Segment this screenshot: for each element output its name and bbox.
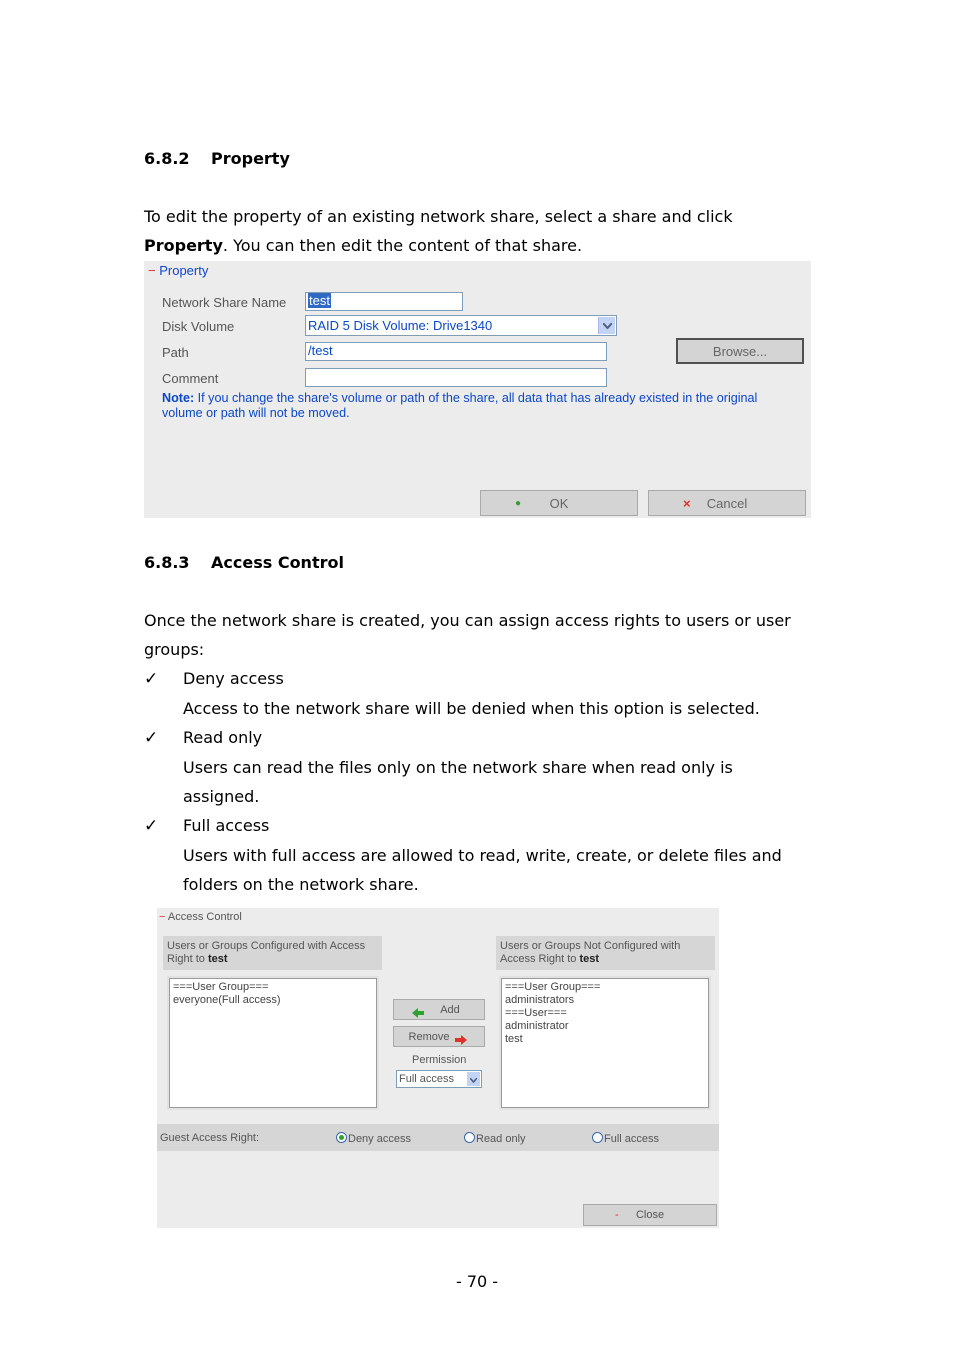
permission-label: Permission — [412, 1054, 467, 1066]
path-input[interactable]: /test — [305, 342, 607, 361]
list-item: ✓ Deny access — [144, 664, 824, 694]
browse-button[interactable]: Browse... — [676, 338, 804, 364]
list-item: ✓ Read only — [144, 723, 824, 753]
configured-list[interactable] — [169, 978, 377, 1108]
list-item: ✓ Full access — [144, 811, 824, 841]
guest-access-label: Guest Access Right: — [160, 1132, 260, 1144]
arrow-left-icon — [412, 1005, 424, 1025]
ok-button[interactable]: ● OK — [480, 490, 638, 516]
list-item[interactable]: ===User=== — [505, 1007, 567, 1019]
guest-option-deny[interactable]: Deny access — [336, 1132, 411, 1145]
list-item[interactable]: ===User Group=== — [173, 981, 269, 993]
list-item[interactable]: ===User Group=== — [505, 981, 601, 993]
radio-icon[interactable] — [592, 1132, 603, 1143]
check-icon: ✓ — [144, 669, 159, 689]
property-intro — [144, 202, 733, 260]
section-title: Access Control — [211, 553, 344, 572]
list-item[interactable]: test — [505, 1033, 523, 1045]
guest-option-full-access[interactable]: Full access — [592, 1132, 659, 1145]
radio-icon[interactable] — [464, 1132, 475, 1143]
intro-line: To edit the property of an existing network share, select a share and click — [144, 207, 733, 226]
check-icon: ✓ — [144, 728, 159, 748]
note-label: Note: — [162, 391, 195, 405]
list-item[interactable]: everyone(Full access) — [173, 994, 281, 1006]
access-control-panel — [157, 908, 719, 1228]
radio-selected-icon[interactable] — [336, 1132, 347, 1143]
intro-line: Property. You can then edit the content of that share. — [144, 236, 583, 255]
close-button[interactable]: - Close — [583, 1204, 717, 1226]
collapse-icon[interactable]: − — [159, 911, 166, 923]
remove-button[interactable]: Remove — [393, 1026, 485, 1047]
access-options-list: ✓ Deny access Access to the network share will be denied when this option is selected. ✓ Read only Users can read the files only on the network share when read only is assigned. ✓ Full access Users with full access are allowed to read, write, create, or delete files and folders on the network share. — [144, 664, 824, 899]
property-panel-header[interactable]: − Property — [148, 263, 209, 278]
intro-bold: Property — [144, 236, 223, 255]
cancel-button[interactable]: × Cancel — [648, 490, 806, 516]
label-path: Path — [162, 345, 189, 360]
property-panel — [144, 261, 811, 518]
chevron-down-icon[interactable] — [467, 1072, 480, 1086]
guest-option-read-only[interactable]: Read only — [464, 1132, 526, 1145]
label-disk-volume: Disk Volume — [162, 319, 235, 334]
permission-select[interactable]: Full access — [396, 1070, 482, 1088]
section-number: 6.8.3 — [144, 553, 190, 572]
list-item[interactable]: administrator — [505, 1020, 569, 1032]
section-title: Property — [211, 149, 290, 168]
comment-input[interactable] — [305, 368, 607, 387]
page-number: - 70 - — [455, 1272, 499, 1291]
list-item[interactable]: administrators — [505, 994, 575, 1006]
check-icon: ✓ — [144, 816, 159, 836]
arrow-right-icon — [455, 1032, 467, 1052]
disk-volume-select[interactable]: RAID 5 Disk Volume: Drive1340 — [305, 315, 617, 336]
label-comment: Comment — [162, 371, 219, 386]
section-heading-access-control — [144, 553, 344, 572]
access-intro: Once the network share is created, you can assign access rights to users or user groups: — [144, 611, 791, 659]
chevron-down-icon[interactable] — [598, 317, 615, 334]
not-configured-list[interactable] — [501, 978, 709, 1108]
guest-access-bar — [157, 1124, 719, 1151]
ok-icon: ● — [515, 498, 522, 509]
close-icon: - — [615, 1209, 619, 1221]
label-share-name: Network Share Name — [162, 295, 287, 310]
collapse-icon[interactable]: − — [148, 263, 156, 278]
share-name-input[interactable]: test — [305, 292, 463, 311]
cancel-icon: × — [683, 496, 691, 511]
section-number: 6.8.2 — [144, 149, 190, 168]
configured-header: Users or Groups Configured with Access Right to test — [163, 936, 382, 970]
access-control-header[interactable]: − Access Control — [159, 911, 242, 923]
add-button[interactable]: Add — [393, 999, 485, 1020]
not-configured-header: Users or Groups Not Configured with Access Right to test — [496, 936, 715, 970]
property-note: Note: If you change the share's volume or path of the share, all data that has already existed in the original volume or path will not be moved. — [162, 391, 758, 420]
section-heading-property — [144, 149, 290, 168]
